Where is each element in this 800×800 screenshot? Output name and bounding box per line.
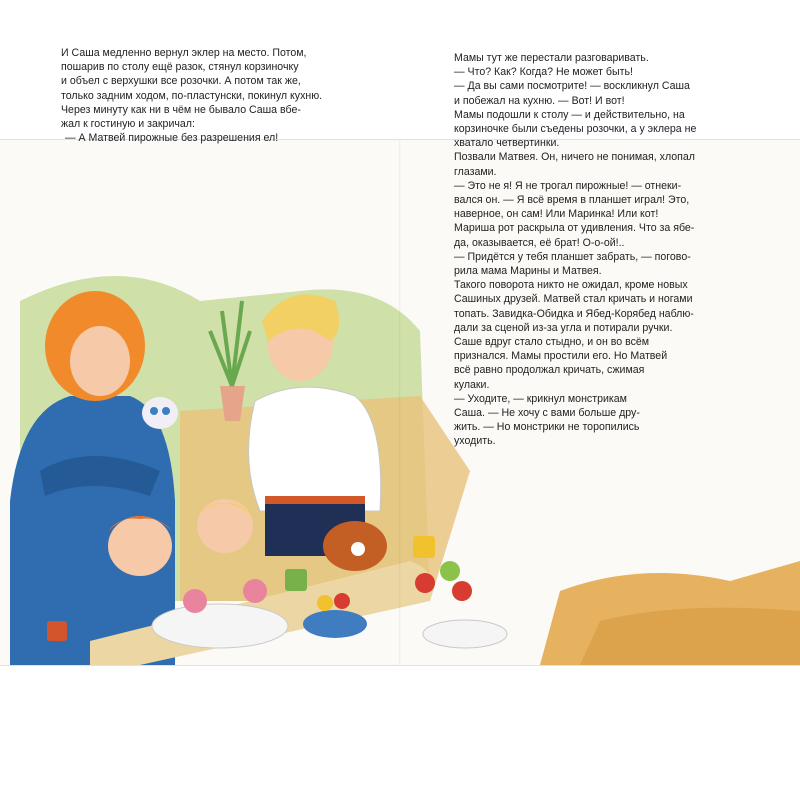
candy-plate	[423, 620, 507, 648]
white-monster-figure	[142, 397, 178, 429]
left-page-text	[61, 46, 361, 145]
right-paragraph-4: Мамы подошли к столу — и действительно, на корзиночке были съедены розочки, а у эклера не хватало четвертинки.	[454, 108, 697, 150]
teapot-icon	[323, 521, 387, 571]
left-paragraph-1: И Саша медленно вернул эклер на место. Потом, пошарив по столу ещё разок, стянул корзиночку и объел с верхушки все розочки. А потом так же, только задним ходом, по-пластунски, покинул кухню.	[61, 47, 323, 102]
blonde-child-figure	[197, 499, 253, 553]
right-paragraph-7: Мариша рот раскрыла от удивления. Что за ябе- да, оказывается, её брат! О-о-ой!..	[454, 222, 695, 249]
boy-figure	[108, 516, 172, 576]
right-paragraph-1: Мамы тут же перестали разговаривать.	[454, 52, 649, 64]
right-paragraph-6: — Это не я! Я не трогал пирожные! — отнеки- вался он. — Я всё время в планшет играл! Это, наверное, он сам! Или Маринка! Или кот!	[454, 179, 690, 221]
right-paragraph-10: Саше вдруг стало стыдно, и он во всём признался. Мамы простили его. Но Матвей всё равно продолжал кричать, сжимая кулаки.	[454, 336, 668, 391]
right-paragraph-3: — Да вы сами посмотрите! — воскликнул Саша и побежал на кухню. — Вот! И вот!	[454, 80, 690, 107]
right-paragraph-11: — Уходите, — крикнул монстрикам Саша. — Не хочу с вами больше дру- жить. — Но монстрики не торопились уходить.	[454, 392, 640, 448]
right-paragraph-5: Позвали Матвея. Он, ничего не понимая, хлопал глазами.	[454, 151, 695, 178]
left-paragraph-2: Через минуту как ни в чём не бывало Саша вбе- жал к гостиную и закричал:	[61, 103, 301, 131]
left-paragraph-3: — А Матвей пирожные без разрешения ел!	[65, 132, 279, 145]
right-paragraph-8: — Придётся у тебя планшет забрать, — погово- рила мама Марины и Матвея.	[454, 250, 691, 278]
page-gutter	[399, 140, 401, 665]
right-paragraph-2: — Что? Как? Когда? Не может быть!	[454, 66, 633, 79]
right-page-text	[454, 51, 744, 449]
right-paragraph-9: Такого поворота никто не ожидал, кроме новых Сашиных друзей. Матвей стал кричать и ногами топать. Завидка-Обидка и Ябед-Корябед наблю- дали за сценой из-за угла и потирали ручки.	[454, 279, 694, 334]
